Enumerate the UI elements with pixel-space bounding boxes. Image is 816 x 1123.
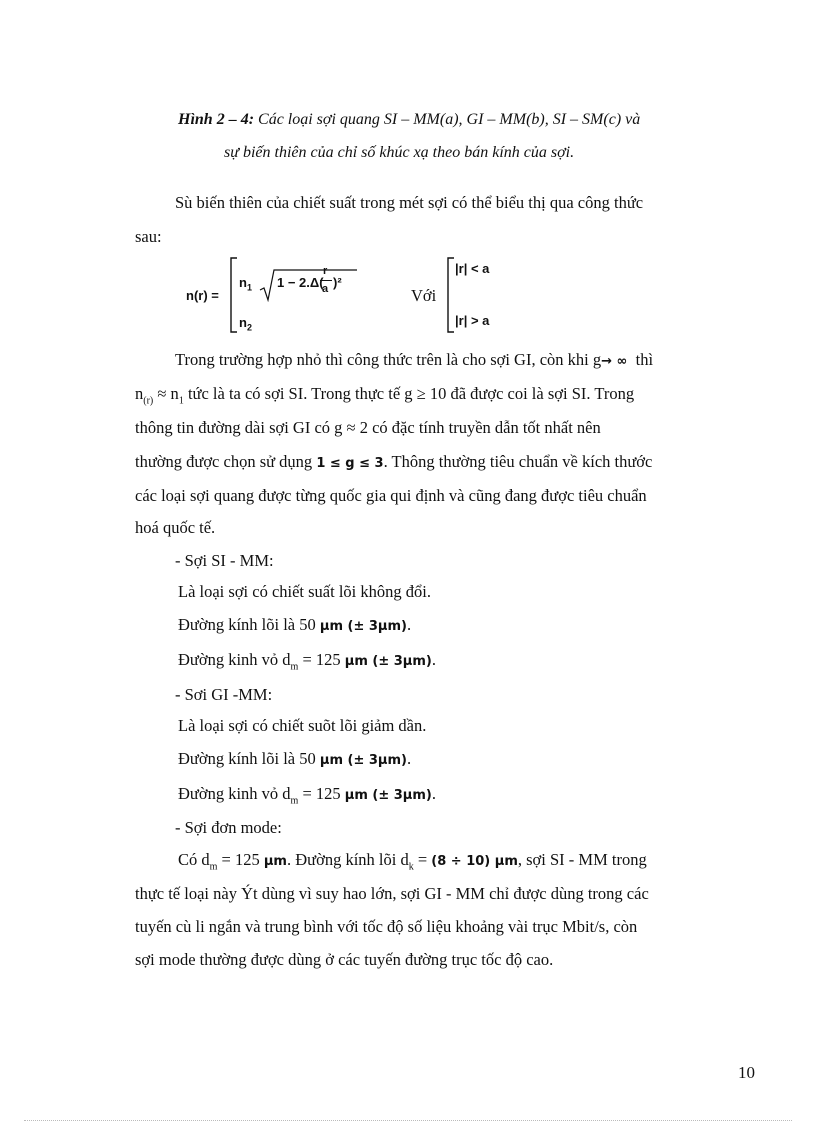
page-number: 10 — [738, 1063, 755, 1082]
caption-line2: sự biến thiên của chỉ số khúc xạ theo bán kính của sợi. — [224, 144, 575, 161]
figure-caption — [178, 103, 758, 169]
si-mm-core: Đường kính lõi là 50 μm (± 3μm). — [178, 615, 412, 634]
para1-line2: $n_{(r)} \approx n_1$ tức là ta có sợi SI. Trong thực tế g ≥ 10 đã được coi là sợi SI. Trong — [135, 384, 635, 407]
para1-line4: thường được chọn sử dụng 1 ≤ g ≤ 3. Thông thường tiêu chuẩn về kích thước — [135, 452, 653, 471]
si-mm-desc: Là loại sợi có chiết suất lõi không đổi. — [178, 582, 431, 601]
para1-line6: hoá quốc tế. — [135, 518, 216, 537]
para1-line1: Trong trường hợp nhỏ thì công thức trên là cho sợi GI, còn khi g→ ∞ thì — [175, 350, 654, 369]
formula-cond2: |r| > a — [455, 313, 490, 328]
page-bottom-rule — [24, 1120, 792, 1121]
sm-line1: Có $d_m = 125$ μm. Đường kính lõi $d_k = (8 \div 10)$ μm, sợi SI - MM trong — [178, 850, 647, 873]
formula-power: )² — [333, 275, 342, 290]
sm-line4: sợi mode thường được dùng ở các tuyến đường trục tốc độ cao. — [135, 950, 554, 969]
si-mm-cladding: Đường kinh vỏ $d_m = 125$ μm (± 3μm). — [178, 650, 436, 673]
gi-mm-desc: Là loại sợi có chiết suõt lõi giảm dần. — [178, 716, 427, 735]
formula-voi: Với — [411, 286, 437, 305]
caption-label: Hình 2 – 4: — [178, 111, 255, 128]
sm-line2: thực tế loại này Ýt dùng vì suy hao lớn, sợi GI - MM chỉ được dùng trong các — [135, 884, 649, 903]
para1-line3: thông tin đường dài sợi GI có g ≈ 2 có đặc tính truyền dẫn tốt nhất nên — [135, 418, 601, 437]
para1-line5: các loại sợi quang được từng quốc gia qui định và cũng đang được tiêu chuẩn — [135, 486, 647, 505]
caption-line1: Các loại sợi quang SI – MM(a), GI – MM(b), SI – SM(c) và — [254, 111, 641, 128]
formula-cond1: |r| < a — [455, 261, 490, 276]
gi-mm-core: Đường kính lõi là 50 μm (± 3μm). — [178, 749, 412, 768]
si-mm-title: - Sợi SI - MM: — [175, 551, 274, 570]
formula-frac-num: r — [323, 265, 328, 277]
intro-line1: Sù biến thiên của chiết suất trong mét sợi có thể biểu thị qua công thức — [175, 193, 644, 212]
sm-line3: tuyến cù li ngắn và trung bình với tốc độ số liệu khoảng vài trục Mbit/s, còn — [135, 917, 638, 936]
formula-frac-den: a — [322, 283, 329, 295]
gi-mm-cladding: Đường kinh vỏ $d_m = 125$ μm (± 3μm). — [178, 784, 436, 807]
gi-mm-title: - Sơi GI -MM: — [175, 685, 273, 704]
formula-root-expr: 1 − 2.Δ( — [277, 275, 324, 290]
fraction-bar — [320, 280, 332, 281]
left-brace-icon — [229, 257, 239, 333]
formula-n2: $n_2$ — [239, 315, 252, 333]
formula-lhs: n(r) = — [186, 288, 219, 303]
intro-line2: sau: — [135, 227, 162, 246]
refractive-index-formula — [183, 255, 513, 335]
formula-n1: $n_1$ — [239, 275, 252, 293]
sm-title: - Sợi đơn mode: — [175, 818, 282, 837]
